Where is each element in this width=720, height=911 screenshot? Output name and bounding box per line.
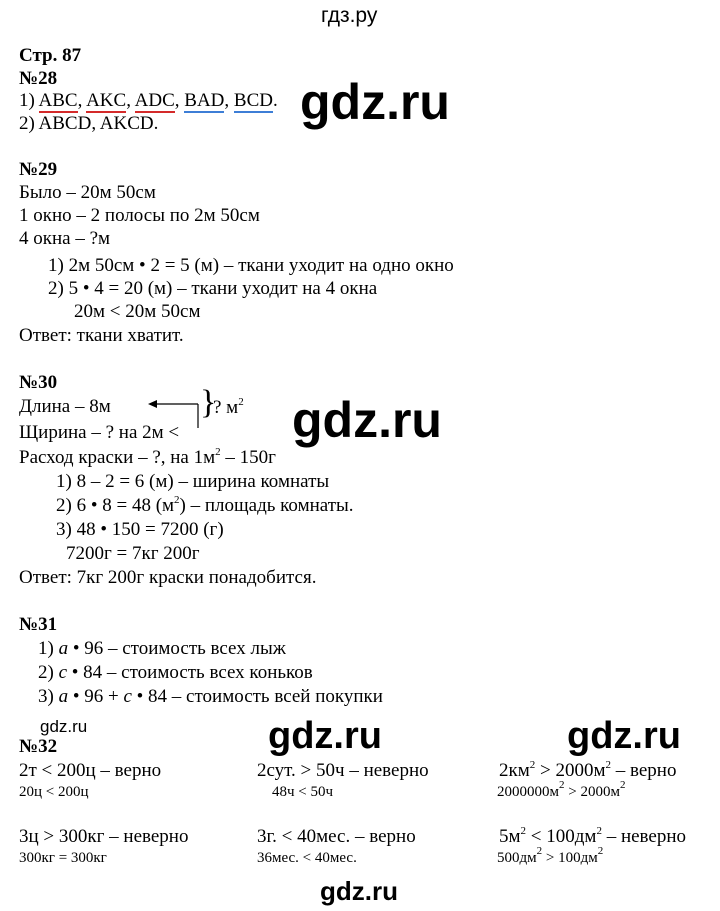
task-31-line-1 — [38, 637, 286, 660]
task-28-line-1 — [19, 89, 278, 112]
expression-text: • 96 – стоимость всех лыж — [68, 638, 286, 659]
square-sup: 2 — [619, 779, 626, 791]
task-30-length: Длина – 8м — [19, 396, 111, 417]
watermark-small: gdz.ru — [40, 717, 88, 736]
cell-text: > 2000м — [535, 760, 606, 781]
site-header: гдз.ру — [321, 4, 378, 27]
cell-text: 5м — [499, 826, 521, 847]
task-32-cell-4-check: 300кг = 300кг — [19, 850, 107, 866]
watermark-3: gdz.ru — [268, 715, 382, 757]
cell-text: 2000000м — [497, 784, 559, 800]
task-30-step-1: 1) 8 – 2 = 6 (м) – ширина комнаты — [56, 471, 330, 492]
square-sup: 2 — [605, 759, 612, 771]
cell-text: – неверно — [601, 826, 686, 847]
task-32-cell-6-check — [497, 845, 604, 868]
task-32-cell-3 — [499, 759, 676, 782]
separator: , — [77, 90, 87, 111]
task-30-title: №30 — [19, 372, 58, 393]
task-29-compare: 20м < 20м 50см — [74, 301, 201, 322]
task-29-step-1: 1) 2м 50см • 2 = 5 (м) – ткани уходит на одно окно — [48, 255, 454, 276]
square-sup: 2 — [596, 825, 602, 837]
square-sup: 2 — [536, 845, 543, 857]
task-32-cell-1-check: 20ц < 200ц — [19, 784, 89, 800]
task-32-cell-2-check: 48ч < 50ч — [272, 784, 334, 800]
line-number: 1) — [38, 638, 59, 659]
task-30-step-2 — [56, 494, 354, 517]
triangle-bad: BAD — [184, 90, 225, 111]
watermark-footer: gdz.ru — [320, 876, 398, 906]
variable-a: a — [58, 686, 69, 707]
square-sup: 2 — [597, 845, 604, 857]
square-sup: 2 — [238, 396, 244, 408]
expression-text: • 84 – стоимость всех коньков — [67, 662, 313, 683]
square-sup: 2 — [174, 494, 180, 506]
task-30-width: Щирина – ? на 2м < — [19, 422, 180, 443]
expression-text: • 84 – стоимость всей покупки — [131, 686, 383, 707]
task-29-answer: Ответ: ткани хватит. — [19, 325, 184, 346]
task-31-title: №31 — [19, 614, 58, 635]
task-29-title: №29 — [19, 159, 58, 180]
triangle-akc: AKC — [86, 90, 127, 111]
task-31-line-3 — [38, 685, 383, 708]
cell-text: < 100дм — [526, 826, 597, 847]
task-29-step-2: 2) 5 • 4 = 20 (м) – ткани уходит на 4 окна — [48, 278, 378, 299]
area-unit: ? м — [213, 397, 239, 418]
watermark-4: gdz.ru — [567, 715, 681, 757]
triangle-bcd: BCD — [233, 90, 273, 111]
brace: } — [200, 384, 217, 421]
watermark-1: gdz.ru — [300, 74, 450, 130]
variable-c: c — [58, 662, 68, 683]
step-text: 2) 6 • 8 = 48 (м — [56, 495, 175, 516]
square-sup: 2 — [215, 446, 221, 458]
line-number: 1) — [19, 90, 39, 111]
task-32-cell-5: 3г. < 40мес. – верно — [257, 826, 416, 847]
task-32-cell-4: 3ц > 300кг – неверно — [19, 826, 189, 847]
task-32-cell-1: 2т < 200ц – верно — [19, 760, 162, 781]
paint-rate: – 150г — [220, 447, 276, 468]
task-28-title: №28 — [19, 68, 58, 89]
task-29-given-1: Было – 20м 50см — [19, 182, 156, 203]
separator: , — [126, 90, 135, 111]
task-30-convert: 7200г = 7кг 200г — [66, 543, 200, 564]
paint-text: Расход краски – ?, на 1м — [19, 447, 216, 468]
triangle-abc: ABC — [38, 90, 78, 111]
expression-text: • 96 + — [68, 686, 124, 707]
triangle-adc: ADC — [134, 90, 175, 111]
cell-text: – верно — [611, 760, 677, 781]
variable-a: a — [58, 638, 69, 659]
line-number: 3) — [38, 686, 59, 707]
task-32-cell-2: 2сут. > 50ч – неверно — [257, 760, 429, 781]
line-number: 2) — [38, 662, 59, 683]
square-sup: 2 — [529, 759, 536, 771]
task-30-step-3: 3) 48 • 150 = 7200 (г) — [56, 519, 224, 540]
cell-text: > 100дм — [542, 850, 598, 866]
task-32-cell-6 — [499, 825, 686, 848]
task-32-cell-3-check — [497, 779, 626, 802]
separator: , — [174, 90, 185, 111]
task-31-line-2 — [38, 661, 313, 684]
task-28-line-2: 2) ABCD, AKCD. — [19, 113, 159, 134]
square-sup: 2 — [520, 825, 527, 837]
page-label: Стр. 87 — [19, 45, 82, 66]
task-29-given-3: 4 окна – ?м — [19, 228, 111, 249]
cell-text: 500дм — [497, 850, 537, 866]
variable-c: c — [123, 686, 132, 707]
task-32-title: №32 — [19, 736, 58, 757]
cell-text: 2км — [499, 760, 530, 781]
step-text: ) – площадь комнаты. — [179, 495, 354, 516]
watermark-2: gdz.ru — [292, 392, 442, 448]
cell-text: > 2000м — [564, 784, 620, 800]
separator: , — [224, 90, 234, 111]
square-sup: 2 — [559, 779, 565, 791]
task-29-given-2: 1 окно – 2 полосы по 2м 50см — [19, 205, 260, 226]
task-30-paint — [19, 446, 276, 469]
task-30-area-question — [213, 396, 244, 419]
task-32-cell-5-check: 36мес. < 40мес. — [257, 850, 357, 866]
period: . — [272, 90, 278, 111]
task-30-answer: Ответ: 7кг 200г краски понадобится. — [19, 567, 317, 588]
